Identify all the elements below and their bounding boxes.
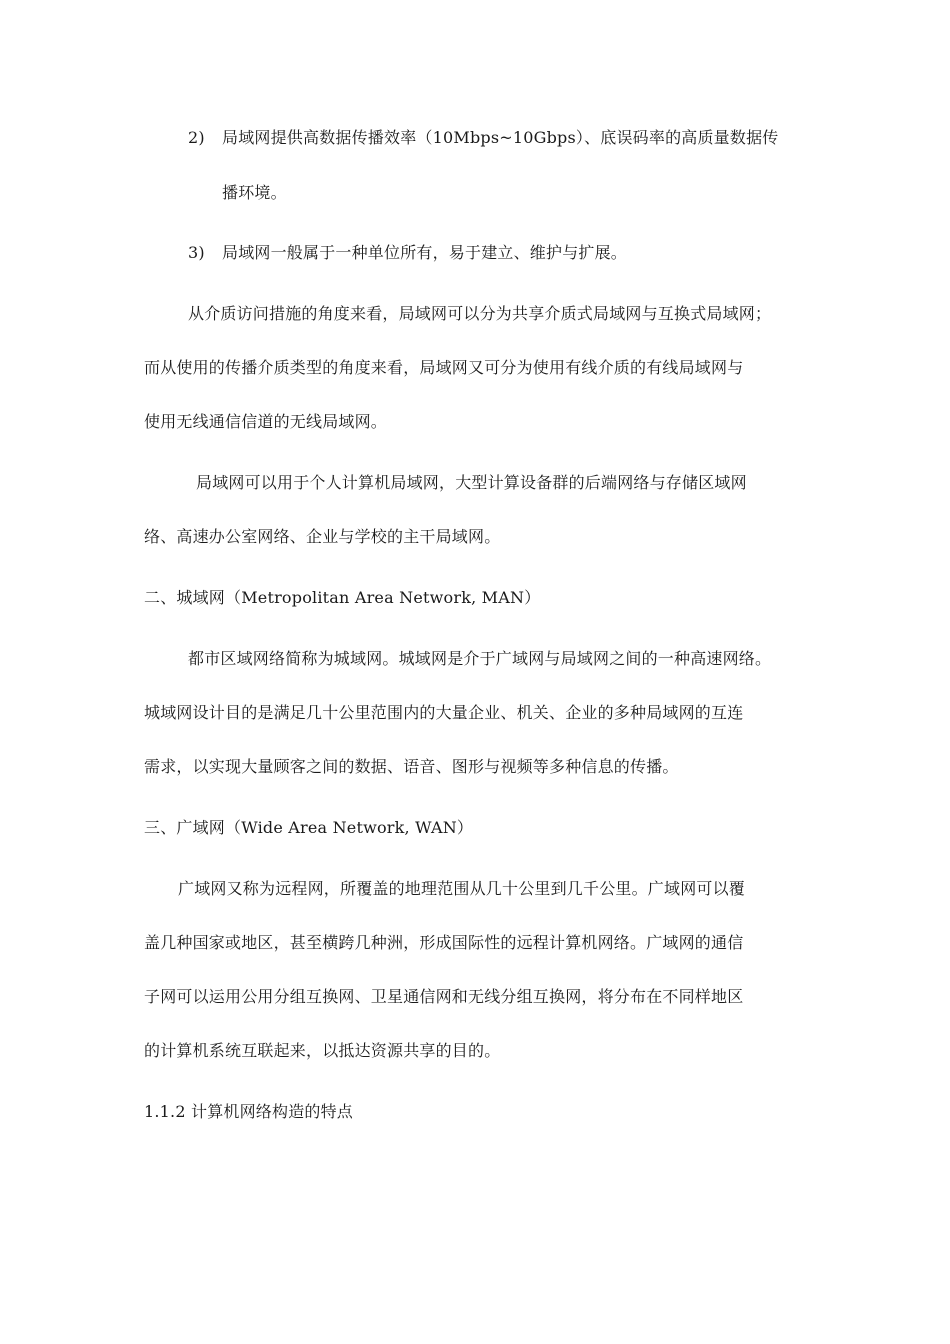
paragraph-line: 从介质访问措施的角度来看，局域网可以分为共享介质式局域网与互换式局域网； [188,304,772,323]
paragraph-line: 广域网又称为远程网，所覆盖的地理范围从几十公里到几千公里。广域网可以覆 [178,879,746,898]
list-item-2-continuation: 播环境。 [222,183,287,202]
paragraph-line: 需求，以实现大量顾客之间的数据、语音、图形与视频等多种信息的传播。 [144,757,679,776]
paragraph-line: 的计算机系统互联起来，以抵达资源共享的目的。 [144,1041,501,1060]
list-text: 局域网一般属于一种单位所有，易于建立、维护与扩展。 [222,243,628,262]
list-item-2 [188,128,778,148]
paragraph-line: 而从使用的传播介质类型的角度来看，局域网又可分为使用有线介质的有线局域网与 [144,358,744,377]
list-number: 3) [188,243,205,262]
paragraph-line: 使用无线通信信道的无线局域网。 [144,412,388,431]
list-item-3 [188,243,627,263]
paragraph-line: 盖几种国家或地区，甚至横跨几种洲，形成国际性的远程计算机网络。广域网的通信 [144,933,744,952]
section-heading-wan: 三、广域网（Wide Area Network, WAN） [144,818,474,837]
section-heading-man: 二、城域网（Metropolitan Area Network, MAN） [144,588,541,607]
paragraph-line: 城域网设计目的是满足几十公里范围内的大量企业、机关、企业的多种局域网的互连 [144,703,744,722]
paragraph-line: 络、高速办公室网络、企业与学校的主干局域网。 [144,527,501,546]
list-number: 2) [188,128,205,147]
subsection-heading: 1.1.2 计算机网络构造的特点 [144,1102,353,1121]
paragraph-line: 子网可以运用公用分组互换网、卫星通信网和无线分组互换网，将分布在不同样地区 [144,987,744,1006]
paragraph-line: 都市区域网络简称为城域网。城域网是介于广域网与局域网之间的一种高速网络。 [188,649,772,668]
list-text: 局域网提供高数据传播效率（10Mbps~10Gbps）、底误码率的高质量数据传 [222,128,779,147]
paragraph-line: 局域网可以用于个人计算机局域网，大型计算设备群的后端网络与存储区域网 [196,473,747,492]
